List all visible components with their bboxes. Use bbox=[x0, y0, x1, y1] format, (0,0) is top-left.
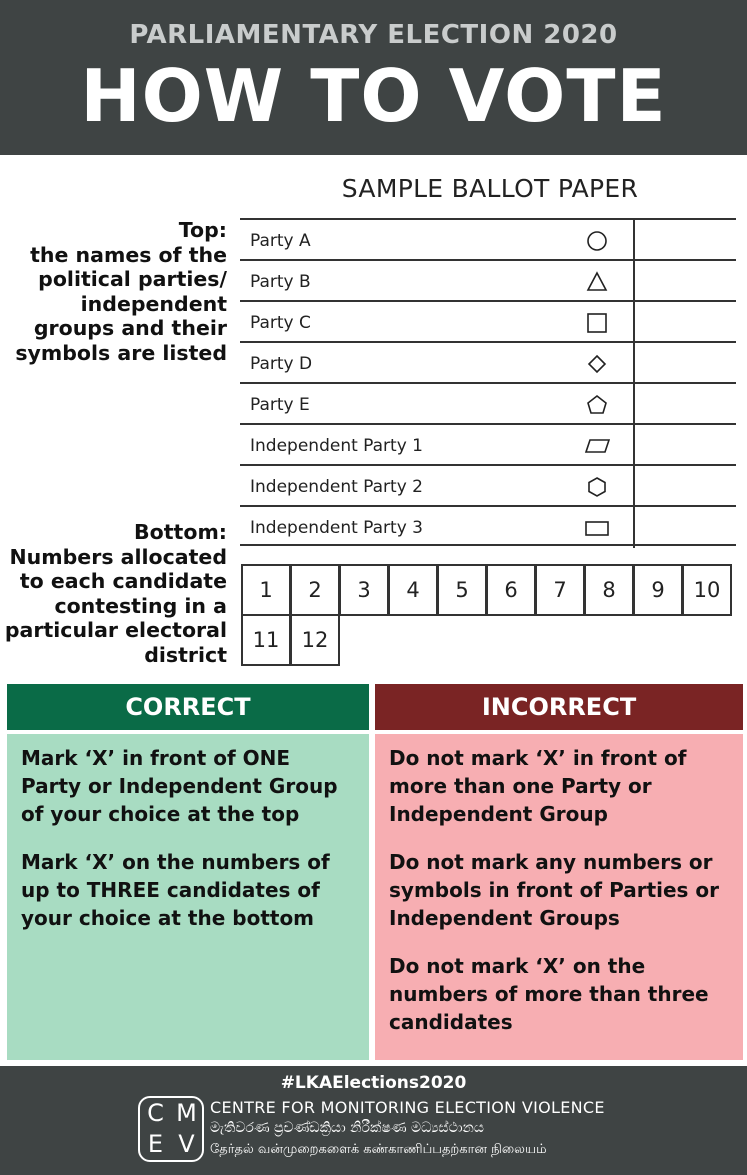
candidate-number[interactable]: 12 bbox=[290, 614, 340, 666]
org-name-tamil: தேர்தல் வன்முறைகளைக் கண்காணிப்பதற்கான நிலையம் bbox=[210, 1142, 547, 1157]
party-row bbox=[240, 423, 736, 464]
party-row bbox=[240, 382, 736, 423]
party-name: Party D bbox=[250, 354, 313, 374]
party-mark-box[interactable] bbox=[633, 384, 736, 425]
diamond-icon bbox=[584, 351, 610, 377]
candidate-number[interactable]: 10 bbox=[682, 564, 732, 616]
party-row bbox=[240, 300, 736, 341]
party-mark-box[interactable] bbox=[633, 507, 736, 548]
footer bbox=[0, 1066, 747, 1175]
party-mark-box[interactable] bbox=[633, 302, 736, 343]
page-title: HOW TO VOTE bbox=[80, 54, 667, 138]
logo-letter: V bbox=[178, 1130, 195, 1158]
party-name: Party E bbox=[250, 395, 310, 415]
party-name: Party A bbox=[250, 231, 311, 251]
party-name: Party C bbox=[250, 313, 311, 333]
correct-rules bbox=[7, 734, 369, 1060]
org-name-english: CENTRE FOR MONITORING ELECTION VIOLENCE bbox=[210, 1098, 605, 1117]
party-row bbox=[240, 341, 736, 382]
logo-letter: C bbox=[147, 1099, 164, 1127]
pentagon-icon bbox=[584, 392, 610, 418]
rectangle-icon bbox=[584, 515, 610, 541]
logo-letter: E bbox=[147, 1130, 164, 1158]
incorrect-rule: Do not mark ‘X’ on the numbers of more than three candidates bbox=[389, 954, 709, 1034]
correct-heading: CORRECT bbox=[7, 684, 369, 730]
candidate-number[interactable]: 2 bbox=[290, 564, 340, 616]
hexagon-icon bbox=[584, 474, 610, 500]
org-name-sinhala: මැතිවරණ ප්‍රචණ්ඩක්‍රියා නිරීක්ෂණ මධ්‍යස්ථානය bbox=[210, 1120, 484, 1136]
header-banner bbox=[0, 0, 747, 155]
party-table bbox=[240, 218, 736, 546]
bottom-note-text: Bottom: Numbers allocated to each candidate contesting in a particular electoral district bbox=[4, 520, 227, 667]
party-row bbox=[240, 259, 736, 300]
party-name: Independent Party 3 bbox=[250, 518, 423, 538]
cmev-logo bbox=[138, 1096, 204, 1162]
party-name: Party B bbox=[250, 272, 311, 292]
candidate-number[interactable]: 7 bbox=[535, 564, 585, 616]
candidate-number[interactable]: 8 bbox=[584, 564, 634, 616]
parallelogram-icon bbox=[584, 433, 610, 459]
top-note bbox=[0, 218, 227, 365]
party-name: Independent Party 2 bbox=[250, 477, 423, 497]
candidate-number[interactable]: 5 bbox=[437, 564, 487, 616]
party-row bbox=[240, 464, 736, 505]
party-row bbox=[240, 505, 736, 546]
party-mark-box[interactable] bbox=[633, 466, 736, 507]
ballot-title: SAMPLE BALLOT PAPER bbox=[341, 174, 639, 203]
party-mark-box[interactable] bbox=[633, 343, 736, 384]
triangle-icon bbox=[584, 269, 610, 295]
correct-rule: Mark ‘X’ in front of ONE Party or Independent Group of your choice at the top bbox=[21, 746, 338, 826]
incorrect-rules bbox=[375, 734, 743, 1060]
logo-grid bbox=[140, 1098, 202, 1160]
party-name: Independent Party 1 bbox=[250, 436, 423, 456]
incorrect-rule: Do not mark any numbers or symbols in front of Parties or Independent Groups bbox=[389, 850, 720, 930]
logo-letter: M bbox=[176, 1099, 197, 1127]
hashtag[interactable]: #LKAElections2020 bbox=[280, 1073, 467, 1093]
party-mark-box[interactable] bbox=[633, 220, 736, 261]
candidate-number[interactable]: 9 bbox=[633, 564, 683, 616]
candidate-number[interactable]: 11 bbox=[241, 614, 291, 666]
party-mark-box[interactable] bbox=[633, 425, 736, 466]
election-subtitle: PARLIAMENTARY ELECTION 2020 bbox=[129, 20, 618, 50]
candidate-number[interactable]: 4 bbox=[388, 564, 438, 616]
top-note-text: Top: the names of the political parties/ independent groups and their symbols are listed bbox=[15, 218, 227, 365]
correct-rule: Mark ‘X’ on the numbers of up to THREE candidates of your choice at the bottom bbox=[21, 850, 330, 930]
party-row bbox=[240, 218, 736, 259]
square-icon bbox=[584, 310, 610, 336]
bottom-note bbox=[0, 520, 227, 667]
incorrect-heading: INCORRECT bbox=[375, 684, 743, 730]
candidate-number[interactable]: 6 bbox=[486, 564, 536, 616]
candidate-number[interactable]: 3 bbox=[339, 564, 389, 616]
circle-icon bbox=[584, 228, 610, 254]
party-mark-box[interactable] bbox=[633, 261, 736, 302]
candidate-number[interactable]: 1 bbox=[241, 564, 291, 616]
incorrect-rule: Do not mark ‘X’ in front of more than one Party or Independent Group bbox=[389, 746, 687, 826]
